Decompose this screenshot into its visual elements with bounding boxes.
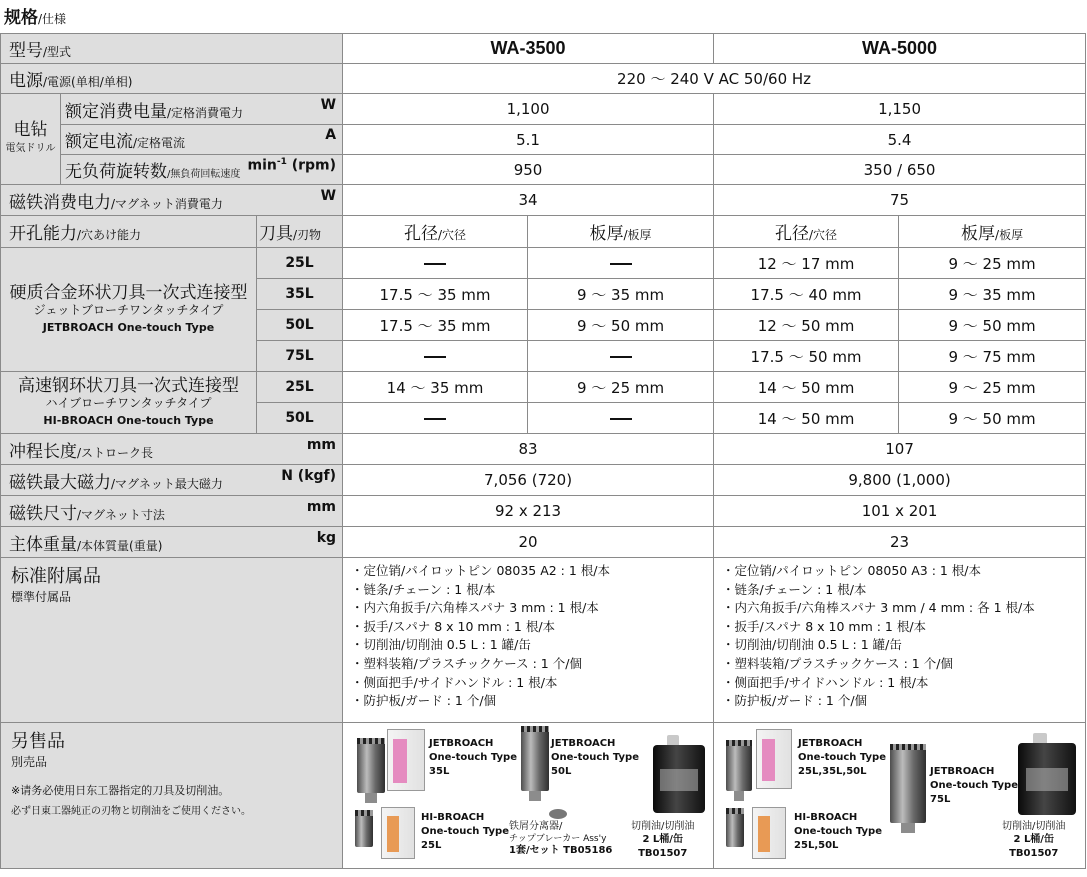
row-stroke [1, 434, 1086, 465]
drill-group-label: 电钻 電気ドリル [1, 94, 61, 185]
model-label: 型号/型式 [1, 34, 343, 64]
list-item: ・防护板/ガード : 1 个/個 [351, 693, 497, 709]
capacity-row [1, 372, 1086, 403]
row-capacity-header [1, 216, 1086, 248]
spec-table [0, 33, 1086, 869]
accessories-label: 标准附属品 標準付属品 [1, 558, 343, 723]
plate-header-b: 板厚/板厚 [899, 216, 1086, 248]
page-title: 规格/仕様 [4, 8, 67, 28]
speed-b: 350 / 650 [714, 155, 1086, 185]
list-item: ・内六角扳手/六角棒スパナ 3 mm / 4 mm : 各 1 根/本 [722, 600, 1035, 616]
list-item: ・扳手/スパナ 8 x 10 mm : 1 根/本 [722, 618, 927, 634]
list-item: ・定位销/パイロットピン 08035 A2 : 1 根/本 [351, 563, 611, 578]
plate-value: 9 ～ 50 mm [528, 310, 714, 341]
list-item: ・侧面把手/サイドハンドル : 1 根/本 [722, 674, 929, 690]
tool-size: 75L [257, 341, 343, 372]
list-item: ・侧面把手/サイドハンドル : 1 根/本 [351, 674, 558, 690]
magnet-force-b: 9,800 (1,000) [714, 465, 1086, 496]
row-power [1, 64, 1086, 94]
jetbroach-label: 硬质合金环状刀具一次式连接型 ジェットブローチワンタッチタイプ JETBROACH One-touch Type [1, 248, 257, 372]
hibroach-box-icon [752, 807, 786, 859]
dash-cell [528, 248, 714, 279]
magnet-force-a: 7,056 (720) [343, 465, 714, 496]
row-optional [1, 723, 1086, 869]
row-magnet-size [1, 496, 1086, 527]
list-item: ・内六角扳手/六角棒スパナ 3 mm : 1 根/本 [351, 600, 599, 616]
list-item: ・切削油/切削油 0.5 L : 1 罐/缶 [722, 637, 902, 653]
optional-cutting-oil: 切削油/切削油 2 L桶/缶 TB01507 [1002, 821, 1066, 859]
hibroach-cutter-icon [355, 813, 373, 847]
hole-value: 14 ～ 50 mm [714, 372, 899, 403]
tool-size: 35L [257, 279, 343, 310]
plate-value: 9 ～ 35 mm [528, 279, 714, 310]
plate-header-a: 板厚/板厚 [528, 216, 714, 248]
weight-b: 23 [714, 527, 1086, 558]
accessories-list-a [343, 558, 714, 723]
optional-jetbroach-75l: JETBROACH One-touch Type 75L [930, 766, 1018, 805]
weight-label: 主体重量/本体質量(重量) kg [1, 527, 343, 558]
optional-chip-breaker: 铁屑分离器/ チップブレーカー Ass'y 1套/セット TB05186 [509, 821, 613, 856]
list-item: ・塑料装箱/プラスチックケース : 1 个/個 [351, 655, 582, 671]
list-item: ・链条/チェーン : 1 根/本 [351, 581, 496, 597]
hole-value: 17.5 ～ 50 mm [714, 341, 899, 372]
plate-value: 9 ～ 50 mm [899, 310, 1086, 341]
row-magnet-force [1, 465, 1086, 496]
capacity-label: 开孔能力/穴あけ能力 [1, 216, 257, 248]
row-consumption [1, 94, 1086, 125]
consumption-a: 1,100 [343, 94, 714, 125]
magnet-force-label: 磁铁最大磁力/マグネット最大磁力 N (kgf) [1, 465, 343, 496]
hole-value: 12 ～ 50 mm [714, 310, 899, 341]
hibroach-box-icon [381, 807, 415, 859]
magnet-power-label: 磁铁消费电力/マグネット消費電力 W [1, 185, 343, 216]
jetbroach-cutter-icon [357, 741, 385, 793]
cutting-oil-bottle-icon [1018, 743, 1076, 815]
plate-value: 9 ～ 25 mm [899, 248, 1086, 279]
row-accessories [1, 558, 1086, 723]
jetbroach-75l-cutter-icon [890, 747, 926, 823]
tool-size: 25L [257, 372, 343, 403]
optional-label: 另售品 別売品 ※请务必使用日东工器指定的刀具及切削油。 必ず日東工器純正の刃物と切削油をご使用ください。 [1, 723, 343, 869]
stroke-a: 83 [343, 434, 714, 465]
dash-cell [528, 341, 714, 372]
power-label: 电源/電源(单相/单相) [1, 64, 343, 94]
weight-a: 20 [343, 527, 714, 558]
dash-cell [528, 403, 714, 434]
jetbroach-cutter-icon [521, 729, 549, 791]
model-wa3500: WA-3500 [343, 34, 714, 64]
stroke-label: 冲程长度/ストローク長 mm [1, 434, 343, 465]
optional-cutting-oil: 切削油/切削油 2 L桶/缶 TB01507 [631, 821, 695, 859]
hole-value: 14 ～ 35 mm [343, 372, 528, 403]
optional-items-a [343, 723, 714, 869]
list-item: ・切削油/切削油 0.5 L : 1 罐/缶 [351, 637, 531, 653]
consumption-b: 1,150 [714, 94, 1086, 125]
magnet-size-b: 101 x 201 [714, 496, 1086, 527]
row-weight [1, 527, 1086, 558]
tool-label: 刀具/刃物 [257, 216, 343, 248]
jetbroach-box-icon [756, 729, 792, 789]
dash-cell [343, 341, 528, 372]
chip-breaker-icon [549, 809, 567, 819]
jetbroach-box-icon [387, 729, 425, 791]
optional-hibroach-set: HI-BROACH One-touch Type 25L,50L [794, 812, 882, 851]
magnet-power-b: 75 [714, 185, 1086, 216]
plate-value: 9 ～ 75 mm [899, 341, 1086, 372]
speed-label: 无负荷旋转数/無負荷回転速度 $\min^{-1} (rpm)$ [61, 155, 343, 185]
hole-value: 17.5 ～ 40 mm [714, 279, 899, 310]
optional-jetbroach-set: JETBROACH One-touch Type 25L,35L,50L [798, 738, 886, 777]
hole-value: 14 ～ 50 mm [714, 403, 899, 434]
plate-value: 9 ～ 25 mm [528, 372, 714, 403]
list-item: ・链条/チェーン : 1 根/本 [722, 581, 867, 597]
plate-value: 9 ～ 50 mm [899, 403, 1086, 434]
current-a: 5.1 [343, 125, 714, 155]
hibroach-label: 高速钢环状刀具一次式连接型 ハイブローチワンタッチタイプ HI-BROACH One-touch Type [1, 372, 257, 434]
tool-size: 50L [257, 403, 343, 434]
plate-value: 9 ～ 35 mm [899, 279, 1086, 310]
magnet-size-a: 92 x 213 [343, 496, 714, 527]
magnet-size-label: 磁铁尺寸/マグネット寸法 mm [1, 496, 343, 527]
hole-header-b: 孔径/穴径 [714, 216, 899, 248]
dash-cell [343, 248, 528, 279]
hole-header-a: 孔径/穴径 [343, 216, 528, 248]
capacity-row [1, 248, 1086, 279]
optional-jetbroach-50l: JETBROACH One-touch Type 50L [551, 738, 639, 777]
hole-value: 17.5 ～ 35 mm [343, 279, 528, 310]
optional-jetbroach-35l: JETBROACH One-touch Type 35L [429, 738, 517, 777]
optional-hibroach-25l: HI-BROACH One-touch Type 25L [421, 812, 509, 851]
hole-value: 12 ～ 17 mm [714, 248, 899, 279]
jetbroach-cutter-icon [726, 743, 752, 791]
row-speed [1, 155, 1086, 185]
row-magnet-power [1, 185, 1086, 216]
current-label: 额定电流/定格電流 A [61, 125, 343, 155]
dash-cell [343, 403, 528, 434]
optional-items-b [714, 723, 1086, 869]
speed-a: 950 [343, 155, 714, 185]
row-current [1, 125, 1086, 155]
current-b: 5.4 [714, 125, 1086, 155]
hole-value: 17.5 ～ 35 mm [343, 310, 528, 341]
plate-value: 9 ～ 25 mm [899, 372, 1086, 403]
row-model [1, 34, 1086, 64]
power-value: 220 ～ 240 V AC 50/60 Hz [343, 64, 1086, 94]
list-item: ・定位销/パイロットピン 08050 A3 : 1 根/本 [722, 563, 982, 578]
hibroach-cutter-icon [726, 811, 744, 847]
consumption-label: 额定消费电量/定格消費電力 W [61, 94, 343, 125]
accessories-list-b [714, 558, 1086, 723]
cutting-oil-bottle-icon [653, 745, 705, 813]
tool-size: 25L [257, 248, 343, 279]
tool-size: 50L [257, 310, 343, 341]
stroke-b: 107 [714, 434, 1086, 465]
list-item: ・扳手/スパナ 8 x 10 mm : 1 根/本 [351, 618, 556, 634]
magnet-power-a: 34 [343, 185, 714, 216]
list-item: ・塑料装箱/プラスチックケース : 1 个/個 [722, 655, 953, 671]
model-wa5000: WA-5000 [714, 34, 1086, 64]
list-item: ・防护板/ガード : 1 个/個 [722, 693, 868, 709]
